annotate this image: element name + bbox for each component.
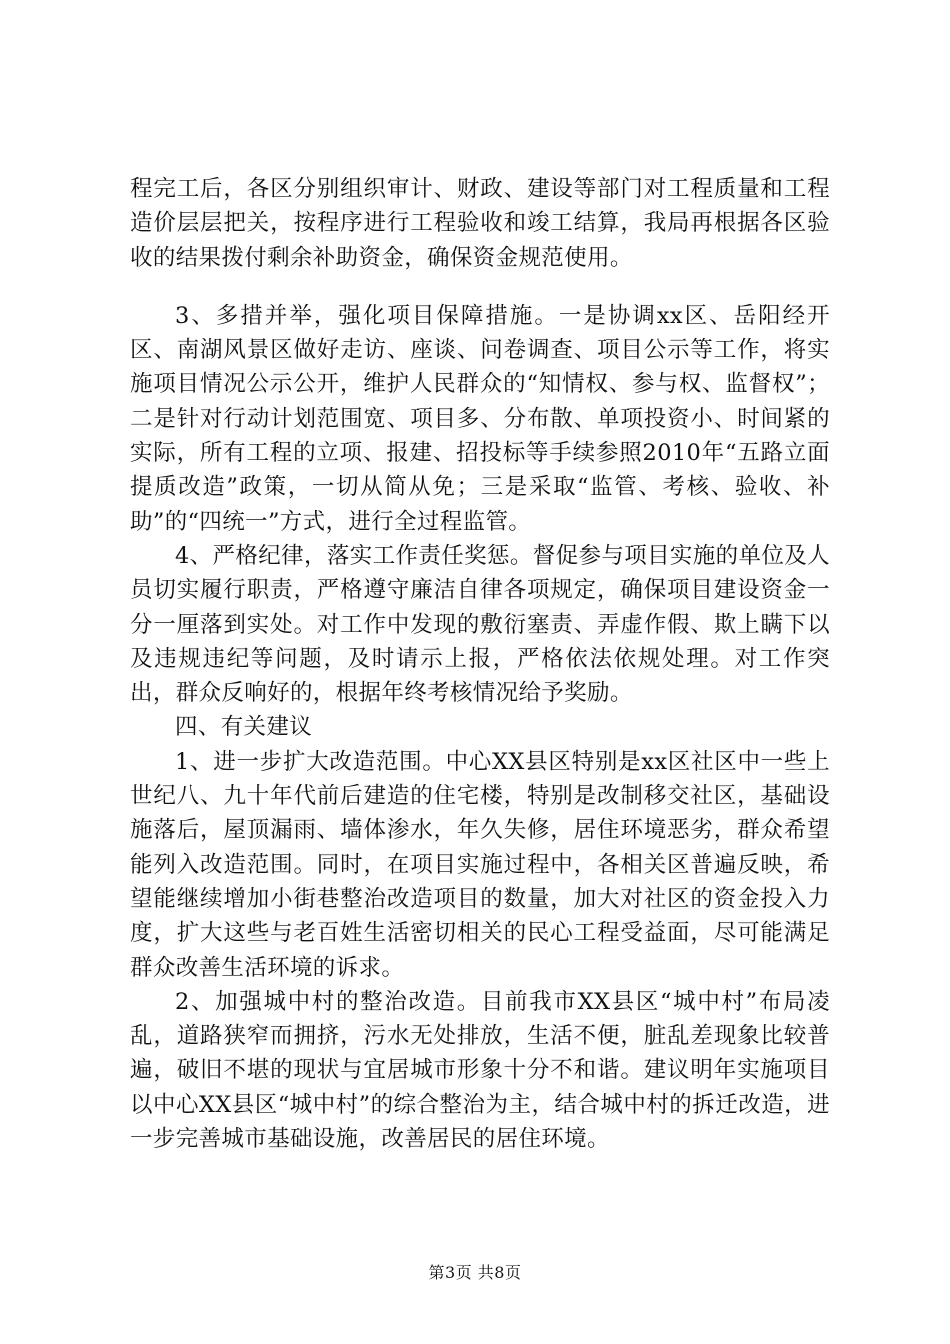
page-number-footer: 第3页 共8页: [428, 1263, 522, 1282]
section-heading-suggestions: 四、有关建议: [175, 714, 313, 741]
paragraph-continuation: 程完工后，各区分别组织审计、财政、建设等部门对工程质量和工程造价层层把关，按程序进行工程验收和竣工结算，我局再根据各区验收的结果拨付剩余补助资金，确保资金规范使用。: [130, 176, 830, 271]
paragraph-urban-village: 2、加强城中村的整治改造。目前我市XX县区“城中村”布局凌乱，道路狭窄而拥挤，污水无处排放，生活不便，脏乱差现象比较普遍，破旧不堪的现状与宜居城市形象十分不和谐。建议明年实施项目以中心XX县区“城中村”的综合整治为主，结合城中村的拆迁改造，进一步完善城市基础设施，改善居民的居住环境。: [130, 988, 830, 1153]
document-body: [130, 172, 830, 1156]
paragraph-expand-scope: 1、进一步扩大改造范围。中心XX县区特别是xx区社区中一些上世纪八、九十年代前后建造的住宅楼，特别是改制移交社区，基础设施落后，屋顶漏雨、墙体渗水，年久失修，居住环境恶劣，群众希望能列入改造范围。同时，在项目实施过程中，各相关区普遍反映，希望能继续增加小街巷整治改造项目的数量，加大对社区的资金投入力度，扩大这些与老百姓生活密切相关的民心工程受益面，尽可能满足群众改善生活环境的诉求。: [130, 748, 830, 981]
paragraph-project-safeguards: 3、多措并举，强化项目保障措施。一是协调xx区、岳阳经开区、南湖风景区做好走访、座谈、问卷调查、项目公示等工作，将实施项目情况公示公开，维护人民群众的“知情权、参与权、监督权”；二是针对行动计划范围宽、项目多、分布散、单项投资小、时间紧的实际，所有工程的立项、报建、招投标等手续参照2010年“五路立面提质改造”政策，一切从简从免；三是采取“监管、考核、验收、补助”的“四统一”方式，进行全过程监管。: [130, 302, 830, 535]
paragraph-discipline: 4、严格纪律，落实工作责任奖惩。督促参与项目实施的单位及人员切实履行职责，严格遵守廉洁自律各项规定，确保项目建设资金一分一厘落到实处。对工作中发现的敷衍塞责、弄虚作假、欺上瞒下以及违规违纪等问题，及时请示上报，严格依法依规处理。对工作突出，群众反响好的，根据年终考核情况给予奖励。: [130, 542, 830, 707]
